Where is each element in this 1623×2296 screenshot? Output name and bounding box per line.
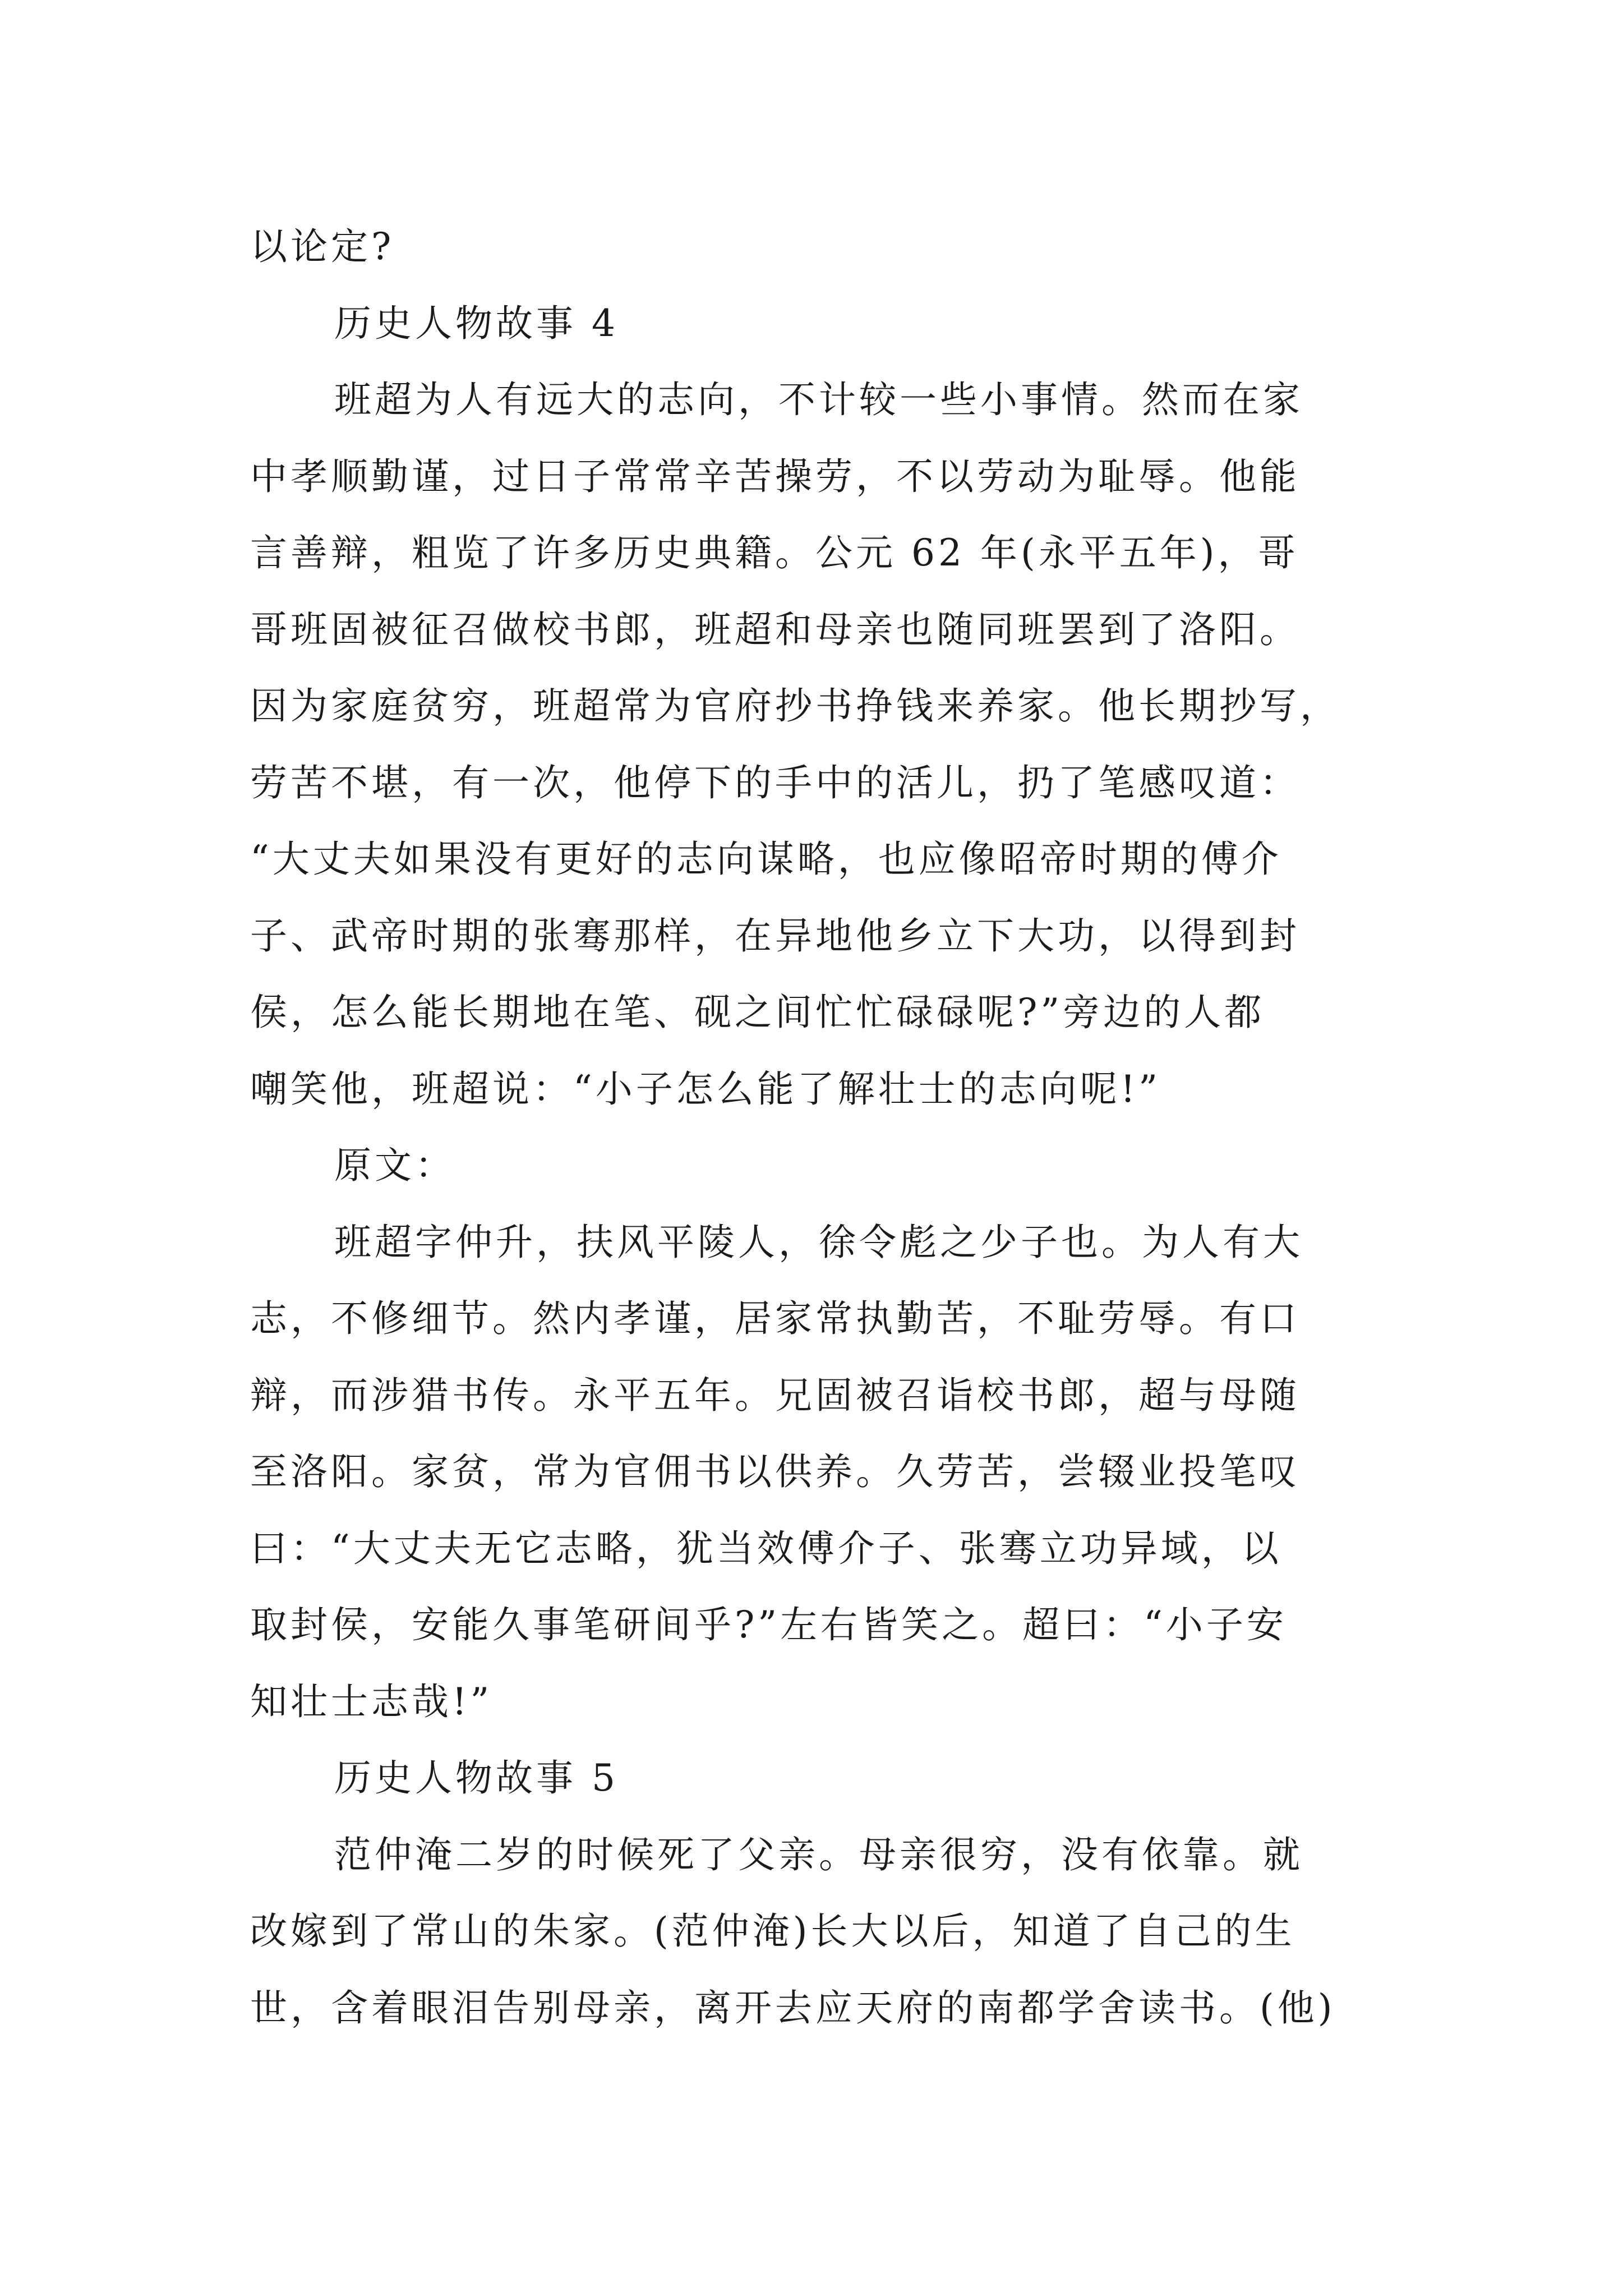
text-line-16: 辩，而涉猎书传。永平五年。兄固被召诣校书郎，超与母随 <box>250 1373 1300 1417</box>
text-line-1: 以论定? <box>250 225 395 268</box>
text-line-18: 曰：“大丈夫无它志略，犹当效傅介子、张骞立功异域，以 <box>250 1526 1282 1570</box>
document-body <box>250 209 1383 2046</box>
text-line-6: 哥班固被征召做校书郎，班超和母亲也随同班罢到了洛阳。 <box>250 608 1300 651</box>
text-line-8: 劳苦不堪，有一次，他停下的手中的活儿，扔了笔感叹道： <box>250 761 1300 804</box>
text-line-5: 言善辩，粗览了许多历史典籍。公元 62 年(永平五年)，哥 <box>250 531 1299 574</box>
text-line-3: 班超为人有远大的志向，不计较一些小事情。然而在家 <box>334 378 1303 421</box>
section-heading-4: 历史人物故事 4 <box>334 301 619 345</box>
text-line-19: 取封侯，安能久事笔研间乎?”左右皆笑之。超曰：“小子安 <box>250 1603 1287 1646</box>
text-line-9: “大丈夫如果没有更好的志向谋略，也应像昭帝时期的傅介 <box>250 838 1282 881</box>
text-line-11: 侯，怎么能长期地在笔、砚之间忙忙碌碌呢?”旁边的人都 <box>250 991 1265 1034</box>
original-text-heading: 原文： <box>334 1144 455 1187</box>
text-line-23: 改嫁到了常山的朱家。(范仲淹)长大以后，知道了自己的生 <box>250 1910 1295 1953</box>
text-line-22: 范仲淹二岁的时候死了父亲。母亲很穷，没有依靠。就 <box>334 1833 1303 1876</box>
text-line-4: 中孝顺勤谨，过日子常常辛苦操劳，不以劳动为耻辱。他能 <box>250 454 1300 498</box>
text-line-24: 世，含着眼泪告别母亲，离开去应天府的南都学舍读书。(他) <box>250 1986 1336 2030</box>
text-line-20: 知壮士志哉!” <box>250 1680 493 1723</box>
text-line-15: 志，不修细节。然内孝谨，居家常执勤苦，不耻劳辱。有口 <box>250 1297 1300 1340</box>
section-heading-5: 历史人物故事 5 <box>334 1756 619 1800</box>
text-line-7: 因为家庭贫穷，班超常为官府抄书挣钱来养家。他长期抄写， <box>250 684 1340 728</box>
text-line-17: 至洛阳。家贫，常为官佣书以供养。久劳苦，尝辍业投笔叹 <box>250 1450 1300 1493</box>
text-line-10: 子、武帝时期的张骞那样，在异地他乡立下大功，以得到封 <box>250 914 1300 958</box>
text-line-14: 班超字仲升，扶风平陵人，徐令彪之少子也。为人有大 <box>334 1220 1303 1264</box>
text-line-12: 嘲笑他，班超说：“小子怎么能了解壮士的志向呢!” <box>250 1067 1161 1111</box>
